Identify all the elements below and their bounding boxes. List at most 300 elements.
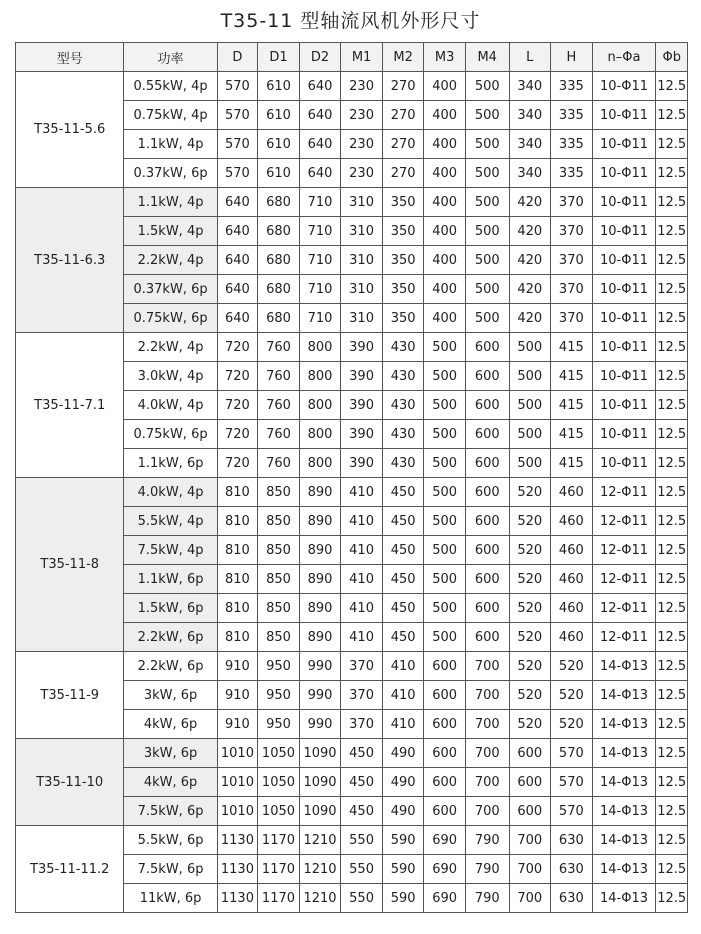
- dimension-cell: 415: [551, 333, 593, 362]
- dimension-cell: 370: [341, 710, 383, 739]
- model-cell: T35-11-9: [16, 652, 124, 739]
- dimension-cell: 230: [341, 101, 383, 130]
- power-cell: 0.55kW, 4p: [124, 72, 217, 101]
- dimension-cell: 500: [465, 304, 509, 333]
- dimension-cell: 600: [509, 797, 551, 826]
- dimension-cell: 410: [341, 478, 383, 507]
- dimension-cell: 720: [217, 362, 258, 391]
- power-cell: 3kW, 6p: [124, 739, 217, 768]
- power-cell: 4.0kW, 4p: [124, 391, 217, 420]
- dimension-cell: 12.5: [656, 855, 688, 884]
- dimension-cell: 500: [465, 188, 509, 217]
- dimension-cell: 12.5: [656, 565, 688, 594]
- dimension-cell: 500: [509, 333, 551, 362]
- dimension-cell: 600: [465, 623, 509, 652]
- power-cell: 1.1kW, 4p: [124, 130, 217, 159]
- dimension-cell: 680: [258, 304, 300, 333]
- dimension-cell: 410: [341, 594, 383, 623]
- dimension-cell: 700: [465, 797, 509, 826]
- dimension-cell: 640: [217, 188, 258, 217]
- dimension-cell: 570: [551, 797, 593, 826]
- dimension-cell: 600: [509, 739, 551, 768]
- dimension-cell: 12-Φ11: [592, 594, 656, 623]
- dimension-cell: 810: [217, 536, 258, 565]
- dimension-cell: 520: [509, 623, 551, 652]
- dimension-cell: 420: [509, 304, 551, 333]
- dimension-cell: 12.5: [656, 449, 688, 478]
- dimension-cell: 600: [465, 362, 509, 391]
- dimension-cell: 570: [217, 159, 258, 188]
- dimension-cell: 680: [258, 275, 300, 304]
- dimension-cell: 10-Φ11: [592, 449, 656, 478]
- dimension-cell: 500: [465, 275, 509, 304]
- dimension-cell: 450: [341, 768, 383, 797]
- dimension-cell: 310: [341, 188, 383, 217]
- dimension-cell: 340: [509, 72, 551, 101]
- dimension-cell: 12.5: [656, 275, 688, 304]
- dimension-cell: 990: [299, 652, 341, 681]
- dimension-cell: 14-Φ13: [592, 739, 656, 768]
- dimension-cell: 850: [258, 478, 300, 507]
- dimension-cell: 490: [382, 739, 424, 768]
- header-cell: M1: [341, 43, 383, 72]
- dimension-cell: 400: [424, 130, 466, 159]
- dimension-cell: 12.5: [656, 304, 688, 333]
- dimension-cell: 800: [299, 333, 341, 362]
- dimension-cell: 12.5: [656, 652, 688, 681]
- dimension-cell: 410: [382, 652, 424, 681]
- dimension-cell: 710: [299, 188, 341, 217]
- dimension-cell: 990: [299, 681, 341, 710]
- dimension-cell: 710: [299, 275, 341, 304]
- dimension-cell: 850: [258, 565, 300, 594]
- dimension-cell: 720: [217, 420, 258, 449]
- dimension-cell: 335: [551, 159, 593, 188]
- dimension-cell: 710: [299, 304, 341, 333]
- dimension-cell: 12-Φ11: [592, 536, 656, 565]
- dimension-cell: 910: [217, 652, 258, 681]
- dimension-cell: 400: [424, 72, 466, 101]
- dimension-cell: 270: [382, 130, 424, 159]
- dimension-cell: 600: [465, 565, 509, 594]
- dimension-cell: 12.5: [656, 536, 688, 565]
- dimension-cell: 230: [341, 130, 383, 159]
- dimension-cell: 1130: [217, 855, 258, 884]
- dimension-cell: 640: [217, 304, 258, 333]
- dimension-cell: 12.5: [656, 478, 688, 507]
- power-cell: 1.1kW, 6p: [124, 449, 217, 478]
- dimension-cell: 390: [341, 362, 383, 391]
- dimension-cell: 790: [465, 884, 509, 913]
- dimension-cell: 10-Φ11: [592, 72, 656, 101]
- model-cell: T35-11-6.3: [16, 188, 124, 333]
- dimension-cell: 14-Φ13: [592, 884, 656, 913]
- dimension-cell: 550: [341, 884, 383, 913]
- dimension-cell: 570: [551, 768, 593, 797]
- dimension-cell: 460: [551, 507, 593, 536]
- dimension-cell: 310: [341, 217, 383, 246]
- header-cell: D2: [299, 43, 341, 72]
- dimension-cell: 310: [341, 304, 383, 333]
- dimension-cell: 890: [299, 594, 341, 623]
- dimension-cell: 10-Φ11: [592, 362, 656, 391]
- dimension-cell: 410: [341, 507, 383, 536]
- dimension-cell: 700: [465, 739, 509, 768]
- dimension-cell: 350: [382, 188, 424, 217]
- dimension-cell: 500: [465, 246, 509, 275]
- dimension-cell: 430: [382, 391, 424, 420]
- dimension-cell: 410: [382, 710, 424, 739]
- dimension-cell: 800: [299, 420, 341, 449]
- dimension-cell: 640: [299, 72, 341, 101]
- dimension-cell: 500: [424, 391, 466, 420]
- dimension-cell: 890: [299, 565, 341, 594]
- dimension-cell: 500: [424, 420, 466, 449]
- dimension-cell: 370: [341, 652, 383, 681]
- dimension-cell: 630: [551, 884, 593, 913]
- dimension-cell: 400: [424, 246, 466, 275]
- dimension-cell: 10-Φ11: [592, 391, 656, 420]
- dimension-cell: 890: [299, 536, 341, 565]
- dimension-cell: 335: [551, 72, 593, 101]
- dimension-cell: 370: [551, 246, 593, 275]
- dimension-cell: 12.5: [656, 101, 688, 130]
- dimension-cell: 500: [424, 565, 466, 594]
- dimension-cell: 390: [341, 449, 383, 478]
- dimension-cell: 520: [551, 652, 593, 681]
- dimension-cell: 335: [551, 130, 593, 159]
- dimension-cell: 10-Φ11: [592, 246, 656, 275]
- power-cell: 4kW, 6p: [124, 768, 217, 797]
- dimension-cell: 1050: [258, 739, 300, 768]
- dimension-cell: 340: [509, 159, 551, 188]
- dimension-cell: 400: [424, 101, 466, 130]
- dimension-cell: 420: [509, 246, 551, 275]
- dimension-cell: 640: [217, 217, 258, 246]
- table-row: [16, 188, 688, 217]
- dimension-cell: 600: [465, 507, 509, 536]
- dimension-cell: 600: [465, 391, 509, 420]
- dimension-cell: 500: [465, 130, 509, 159]
- dimension-cell: 800: [299, 449, 341, 478]
- dimension-cell: 590: [382, 826, 424, 855]
- dimension-cell: 1170: [258, 826, 300, 855]
- dimension-cell: 420: [509, 188, 551, 217]
- dimension-cell: 460: [551, 478, 593, 507]
- dimension-cell: 14-Φ13: [592, 710, 656, 739]
- dimension-cell: 630: [551, 855, 593, 884]
- table-row: [16, 333, 688, 362]
- dimension-cell: 450: [341, 739, 383, 768]
- dimension-cell: 12.5: [656, 391, 688, 420]
- dimension-cell: 890: [299, 478, 341, 507]
- dimension-cell: 12.5: [656, 884, 688, 913]
- dimension-cell: 610: [258, 101, 300, 130]
- power-cell: 3.0kW, 4p: [124, 362, 217, 391]
- dimension-cell: 950: [258, 652, 300, 681]
- dimension-cell: 850: [258, 507, 300, 536]
- power-cell: 7.5kW, 6p: [124, 855, 217, 884]
- dimension-cell: 500: [509, 391, 551, 420]
- dimension-cell: 310: [341, 246, 383, 275]
- dimension-cell: 570: [217, 101, 258, 130]
- dimension-cell: 570: [551, 739, 593, 768]
- table-row: [16, 72, 688, 101]
- dimension-cell: 640: [217, 246, 258, 275]
- dimension-cell: 570: [217, 72, 258, 101]
- dimension-cell: 1210: [299, 884, 341, 913]
- power-cell: 0.37kW, 6p: [124, 275, 217, 304]
- dimension-cell: 700: [509, 855, 551, 884]
- dimension-cell: 500: [465, 159, 509, 188]
- dimension-cell: 400: [424, 188, 466, 217]
- dimension-cell: 520: [509, 536, 551, 565]
- dimension-cell: 14-Φ13: [592, 797, 656, 826]
- dimension-cell: 760: [258, 420, 300, 449]
- power-cell: 4kW, 6p: [124, 710, 217, 739]
- dimension-cell: 415: [551, 420, 593, 449]
- dimension-cell: 680: [258, 246, 300, 275]
- dimension-cell: 12.5: [656, 362, 688, 391]
- dimension-cell: 520: [509, 565, 551, 594]
- dimension-cell: 810: [217, 623, 258, 652]
- dimension-cell: 600: [424, 681, 466, 710]
- dimension-cell: 10-Φ11: [592, 275, 656, 304]
- dimension-cell: 710: [299, 246, 341, 275]
- dimension-cell: 1010: [217, 768, 258, 797]
- dimension-cell: 600: [509, 768, 551, 797]
- power-cell: 2.2kW, 6p: [124, 623, 217, 652]
- dimension-cell: 420: [509, 275, 551, 304]
- dimension-cell: 590: [382, 884, 424, 913]
- dimension-cell: 500: [424, 449, 466, 478]
- dimension-cell: 1050: [258, 797, 300, 826]
- dimension-cell: 370: [551, 217, 593, 246]
- dimension-cell: 520: [509, 710, 551, 739]
- dimension-cell: 790: [465, 855, 509, 884]
- dimension-cell: 800: [299, 391, 341, 420]
- dimension-cell: 610: [258, 159, 300, 188]
- dimension-cell: 720: [217, 391, 258, 420]
- dimension-cell: 720: [217, 333, 258, 362]
- dimension-cell: 12.5: [656, 246, 688, 275]
- dimension-cell: 460: [551, 536, 593, 565]
- dimension-cell: 640: [217, 275, 258, 304]
- table-row: [16, 826, 688, 855]
- dimension-cell: 700: [509, 826, 551, 855]
- dimension-cell: 12.5: [656, 623, 688, 652]
- dimension-cell: 500: [424, 478, 466, 507]
- dimension-cell: 10-Φ11: [592, 333, 656, 362]
- dimension-cell: 350: [382, 246, 424, 275]
- dimension-cell: 410: [341, 623, 383, 652]
- header-cell: D1: [258, 43, 300, 72]
- dimension-cell: 1170: [258, 855, 300, 884]
- dimension-cell: 460: [551, 594, 593, 623]
- dimension-cell: 10-Φ11: [592, 420, 656, 449]
- dimension-cell: 10-Φ11: [592, 188, 656, 217]
- power-cell: 5.5kW, 4p: [124, 507, 217, 536]
- dimension-cell: 12.5: [656, 333, 688, 362]
- dimension-cell: 500: [424, 362, 466, 391]
- dimension-cell: 270: [382, 101, 424, 130]
- header-cell: M2: [382, 43, 424, 72]
- dimension-cell: 500: [424, 507, 466, 536]
- power-cell: 7.5kW, 4p: [124, 536, 217, 565]
- dimension-cell: 1130: [217, 884, 258, 913]
- dimension-cell: 1130: [217, 826, 258, 855]
- dimension-cell: 390: [341, 391, 383, 420]
- dimension-cell: 500: [424, 536, 466, 565]
- dimension-cell: 12-Φ11: [592, 507, 656, 536]
- dimension-cell: 600: [465, 594, 509, 623]
- dimension-cell: 500: [465, 72, 509, 101]
- dimension-cell: 230: [341, 72, 383, 101]
- table-header: [16, 43, 688, 72]
- dimension-cell: 12.5: [656, 768, 688, 797]
- dimension-cell: 910: [217, 710, 258, 739]
- power-cell: 1.5kW, 4p: [124, 217, 217, 246]
- dimension-cell: 520: [509, 478, 551, 507]
- dimension-cell: 950: [258, 681, 300, 710]
- dimension-cell: 600: [465, 478, 509, 507]
- dimension-cell: 370: [551, 188, 593, 217]
- power-cell: 2.2kW, 6p: [124, 652, 217, 681]
- dimension-cell: 270: [382, 72, 424, 101]
- dimension-cell: 520: [551, 710, 593, 739]
- dimension-cell: 12.5: [656, 188, 688, 217]
- dimension-cell: 450: [382, 594, 424, 623]
- power-cell: 2.2kW, 4p: [124, 333, 217, 362]
- header-cell: n–Φa: [592, 43, 656, 72]
- dimension-cell: 600: [424, 652, 466, 681]
- dimension-cell: 340: [509, 130, 551, 159]
- dimension-cell: 415: [551, 449, 593, 478]
- dimension-cell: 810: [217, 565, 258, 594]
- dimension-cell: 1210: [299, 826, 341, 855]
- dimension-cell: 10-Φ11: [592, 217, 656, 246]
- dimension-cell: 12-Φ11: [592, 565, 656, 594]
- dimension-cell: 390: [341, 333, 383, 362]
- dimension-table: [15, 42, 688, 913]
- power-cell: 0.75kW, 6p: [124, 420, 217, 449]
- dimension-cell: 600: [424, 797, 466, 826]
- dimension-cell: 350: [382, 217, 424, 246]
- dimension-cell: 520: [509, 652, 551, 681]
- dimension-cell: 790: [465, 826, 509, 855]
- dimension-cell: 710: [299, 217, 341, 246]
- dimension-cell: 270: [382, 159, 424, 188]
- header-row: [16, 43, 688, 72]
- dimension-cell: 10-Φ11: [592, 304, 656, 333]
- dimension-cell: 450: [382, 478, 424, 507]
- dimension-cell: 600: [465, 536, 509, 565]
- model-cell: T35-11-5.6: [16, 72, 124, 188]
- dimension-cell: 950: [258, 710, 300, 739]
- dimension-cell: 850: [258, 536, 300, 565]
- dimension-cell: 600: [465, 420, 509, 449]
- dimension-cell: 12-Φ11: [592, 623, 656, 652]
- dimension-cell: 550: [341, 855, 383, 884]
- dimension-cell: 430: [382, 420, 424, 449]
- table-row: [16, 739, 688, 768]
- dimension-cell: 600: [465, 449, 509, 478]
- dimension-cell: 850: [258, 623, 300, 652]
- dimension-cell: 350: [382, 304, 424, 333]
- dimension-cell: 450: [382, 565, 424, 594]
- dimension-cell: 410: [382, 681, 424, 710]
- table-row: [16, 478, 688, 507]
- dimension-cell: 450: [382, 507, 424, 536]
- dimension-cell: 1090: [299, 797, 341, 826]
- dimension-cell: 460: [551, 623, 593, 652]
- dimension-cell: 12.5: [656, 507, 688, 536]
- dimension-cell: 1210: [299, 855, 341, 884]
- dimension-cell: 14-Φ13: [592, 768, 656, 797]
- dimension-cell: 12.5: [656, 739, 688, 768]
- power-cell: 0.37kW, 6p: [124, 159, 217, 188]
- dimension-cell: 760: [258, 333, 300, 362]
- dimension-cell: 400: [424, 275, 466, 304]
- dimension-cell: 490: [382, 768, 424, 797]
- model-cell: T35-11-10: [16, 739, 124, 826]
- power-cell: 7.5kW, 6p: [124, 797, 217, 826]
- header-cell: M4: [465, 43, 509, 72]
- table-row: [16, 652, 688, 681]
- dimension-cell: 500: [424, 594, 466, 623]
- dimension-cell: 14-Φ13: [592, 652, 656, 681]
- dimension-cell: 500: [465, 217, 509, 246]
- dimension-cell: 14-Φ13: [592, 855, 656, 884]
- dimension-cell: 600: [465, 333, 509, 362]
- dimension-cell: 760: [258, 449, 300, 478]
- dimension-cell: 800: [299, 362, 341, 391]
- dimension-cell: 720: [217, 449, 258, 478]
- dimension-cell: 850: [258, 594, 300, 623]
- dimension-cell: 500: [424, 333, 466, 362]
- dimension-cell: 520: [551, 681, 593, 710]
- power-cell: 1.5kW, 6p: [124, 594, 217, 623]
- dimension-cell: 450: [382, 623, 424, 652]
- dimension-cell: 1090: [299, 739, 341, 768]
- dimension-cell: 500: [424, 623, 466, 652]
- dimension-cell: 570: [217, 130, 258, 159]
- dimension-cell: 810: [217, 507, 258, 536]
- dimension-cell: 520: [509, 594, 551, 623]
- dimension-cell: 390: [341, 420, 383, 449]
- header-cell: Φb: [656, 43, 688, 72]
- header-cell: M3: [424, 43, 466, 72]
- dimension-cell: 630: [551, 826, 593, 855]
- dimension-cell: 910: [217, 681, 258, 710]
- dimension-cell: 370: [551, 304, 593, 333]
- dimension-cell: 760: [258, 362, 300, 391]
- dimension-cell: 700: [465, 710, 509, 739]
- dimension-cell: 415: [551, 391, 593, 420]
- power-cell: 5.5kW, 6p: [124, 826, 217, 855]
- dimension-cell: 12.5: [656, 72, 688, 101]
- dimension-cell: 890: [299, 623, 341, 652]
- dimension-cell: 12.5: [656, 217, 688, 246]
- dimension-cell: 350: [382, 275, 424, 304]
- power-cell: 0.75kW, 4p: [124, 101, 217, 130]
- dimension-cell: 1050: [258, 768, 300, 797]
- dimension-cell: 810: [217, 478, 258, 507]
- dimension-cell: 890: [299, 507, 341, 536]
- dimension-cell: 400: [424, 159, 466, 188]
- dimension-cell: 460: [551, 565, 593, 594]
- dimension-cell: 430: [382, 362, 424, 391]
